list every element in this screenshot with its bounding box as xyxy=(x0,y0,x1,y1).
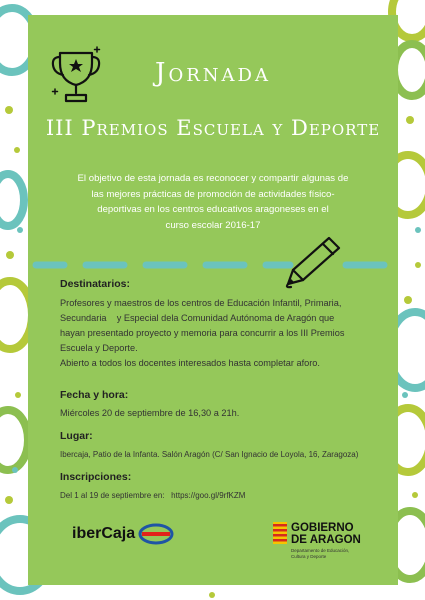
page-subtitle: III Premios Escuela y Deporte xyxy=(45,116,381,140)
destinatarios-line: Abierto a todos los docentes interesados hasta completar aforo. xyxy=(60,358,320,368)
destinatarios-line: Profesores y maestros de los centros de Educación Infantil, Primaria, xyxy=(60,298,342,308)
destinatarios-line: hayan presentado proyecto y memoria para concurrir a los III Premios xyxy=(60,328,345,338)
page-title: Jornada xyxy=(155,58,271,88)
aragon-department: Cultura y Deporte xyxy=(291,553,327,559)
ibercaja-wordmark: iberCaja xyxy=(72,525,136,542)
destinatarios-section xyxy=(60,278,380,371)
lugar-value: Ibercaja, Patio de la Infanta. Salón Aragón (C/ San Ignacio de Loyola, 16, Zaragoza) xyxy=(60,450,359,459)
fecha-section xyxy=(60,389,380,421)
aragon-flag-icon xyxy=(273,522,287,544)
ibercaja-logo xyxy=(72,523,174,545)
aragon-department: Departamento de Educación, xyxy=(291,548,350,553)
intro-line: El objetivo de esta jornada es reconocer y compartir algunas de xyxy=(77,173,349,184)
inscripciones-value: Del 1 al 19 de septiembre en: https://goo.gl/9rfKZM xyxy=(60,491,246,500)
fecha-label: Fecha y hora: xyxy=(60,389,129,401)
destinatarios-label: Destinatarios: xyxy=(60,278,131,290)
lugar-section xyxy=(60,430,380,461)
intro-line: las mejores prácticas de promoción de actividades físico- xyxy=(91,188,335,200)
intro-paragraph xyxy=(55,171,371,233)
egg-decoration xyxy=(394,44,425,96)
lugar-label: Lugar: xyxy=(60,430,93,442)
inscripciones-label: Inscripciones: xyxy=(60,471,132,483)
aragon-wordmark-line1: GOBIERNO xyxy=(291,522,354,534)
destinatarios-line: Escuela y Deporte. xyxy=(60,343,138,353)
intro-line: deportivas en los centros educativos aragoneses en el xyxy=(97,204,329,215)
fecha-value: Miércoles 20 de septiembre de 16,30 a 21h. xyxy=(60,408,240,418)
ibercaja-symbol-icon xyxy=(138,523,174,545)
intro-line: curso escolar 2016-17 xyxy=(165,219,261,231)
destinatarios-line: Secundaria y Especial dela Comunidad Autónoma de Aragón que xyxy=(60,313,335,323)
aragon-wordmark-line2: DE ARAGON xyxy=(291,534,361,546)
inscripciones-section xyxy=(60,471,380,502)
egg-decoration xyxy=(0,174,24,226)
egg-decoration xyxy=(0,410,28,470)
gobierno-aragon-logo xyxy=(273,522,361,559)
